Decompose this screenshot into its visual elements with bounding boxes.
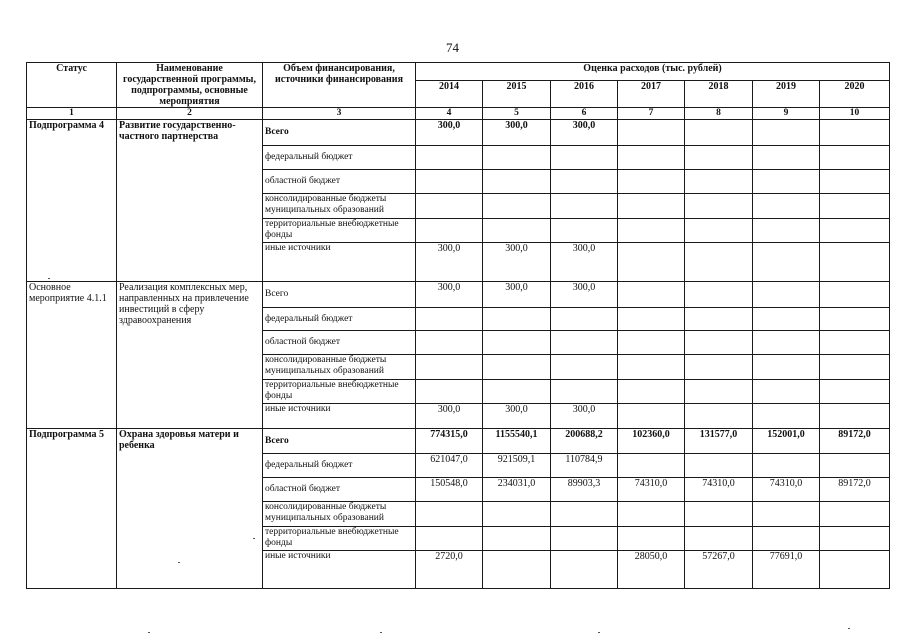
header-year: 2014 <box>416 81 483 108</box>
value-cell <box>551 502 618 527</box>
value-cell <box>820 380 890 404</box>
value-cell <box>618 454 685 478</box>
value-cell <box>618 170 685 194</box>
scan-speck <box>48 278 50 279</box>
value-cell <box>820 308 890 331</box>
value-cell <box>753 146 820 170</box>
value-cell <box>685 219 753 243</box>
funding-source-cell: консолидированные бюджеты муниципальных образований <box>263 502 416 527</box>
value-cell <box>483 308 551 331</box>
value-cell <box>753 194 820 219</box>
value-cell: 300,0 <box>551 282 618 308</box>
value-cell: 28050,0 <box>618 551 685 589</box>
value-cell: 300,0 <box>483 404 551 429</box>
column-number: 8 <box>685 108 753 120</box>
value-cell <box>416 308 483 331</box>
value-cell: 300,0 <box>483 120 551 146</box>
value-cell <box>551 355 618 380</box>
value-cell: 621047,0 <box>416 454 483 478</box>
value-cell <box>820 551 890 589</box>
value-cell: 300,0 <box>483 243 551 282</box>
value-cell <box>820 170 890 194</box>
funding-source-cell: иные источники <box>263 551 416 589</box>
value-cell <box>685 120 753 146</box>
header-estimate: Оценка расходов (тыс. рублей) <box>416 63 890 81</box>
value-cell <box>416 170 483 194</box>
value-cell: 300,0 <box>416 120 483 146</box>
header-year: 2015 <box>483 81 551 108</box>
value-cell <box>483 331 551 355</box>
value-cell: 77691,0 <box>753 551 820 589</box>
scan-speck <box>598 632 600 633</box>
value-cell: 300,0 <box>416 404 483 429</box>
value-cell <box>685 194 753 219</box>
header-volume: Объем финансирования, источники финансирования <box>263 63 416 108</box>
value-cell <box>753 502 820 527</box>
column-number: 4 <box>416 108 483 120</box>
value-cell: 102360,0 <box>618 429 685 454</box>
value-cell <box>551 551 618 589</box>
value-cell <box>551 194 618 219</box>
value-cell <box>685 308 753 331</box>
page-number: 74 <box>446 40 459 55</box>
value-cell: 774315,0 <box>416 429 483 454</box>
funding-source-cell: федеральный бюджет <box>263 146 416 170</box>
value-cell <box>685 146 753 170</box>
value-cell <box>753 355 820 380</box>
value-cell <box>685 454 753 478</box>
value-cell <box>483 527 551 551</box>
value-cell <box>820 355 890 380</box>
funding-source-cell: областной бюджет <box>263 478 416 502</box>
value-cell <box>483 380 551 404</box>
value-cell: 234031,0 <box>483 478 551 502</box>
value-cell <box>618 243 685 282</box>
value-cell <box>753 308 820 331</box>
value-cell: 300,0 <box>483 282 551 308</box>
funding-source-cell: Всего <box>263 120 416 146</box>
value-cell <box>820 146 890 170</box>
funding-source-cell: Всего <box>263 282 416 308</box>
value-cell <box>685 282 753 308</box>
value-cell: 89172,0 <box>820 478 890 502</box>
value-cell <box>820 219 890 243</box>
value-cell <box>618 404 685 429</box>
header-status: Статус <box>27 63 117 108</box>
value-cell <box>618 219 685 243</box>
scan-speck <box>380 632 382 633</box>
value-cell <box>416 502 483 527</box>
value-cell <box>483 551 551 589</box>
value-cell: 300,0 <box>551 120 618 146</box>
value-cell <box>483 170 551 194</box>
value-cell: 131577,0 <box>685 429 753 454</box>
value-cell <box>685 380 753 404</box>
scan-speck <box>848 628 850 629</box>
value-cell <box>685 502 753 527</box>
value-cell <box>551 219 618 243</box>
header-year: 2020 <box>820 81 890 108</box>
value-cell <box>416 380 483 404</box>
value-cell <box>551 308 618 331</box>
financing-table <box>26 62 890 589</box>
value-cell: 2720,0 <box>416 551 483 589</box>
value-cell <box>416 331 483 355</box>
funding-source-cell: федеральный бюджет <box>263 454 416 478</box>
value-cell <box>618 308 685 331</box>
column-number: 6 <box>551 108 618 120</box>
value-cell <box>820 404 890 429</box>
value-cell: 57267,0 <box>685 551 753 589</box>
value-cell <box>753 243 820 282</box>
value-cell <box>618 355 685 380</box>
value-cell <box>685 355 753 380</box>
program-name-cell: Развитие государственно-частного партнерства <box>117 120 263 282</box>
column-number: 2 <box>117 108 263 120</box>
value-cell <box>551 527 618 551</box>
column-number: 10 <box>820 108 890 120</box>
value-cell: 300,0 <box>551 404 618 429</box>
value-cell <box>820 243 890 282</box>
value-cell <box>685 170 753 194</box>
table-row <box>27 120 890 146</box>
column-number: 3 <box>263 108 416 120</box>
value-cell <box>483 219 551 243</box>
value-cell: 74310,0 <box>685 478 753 502</box>
scan-speck <box>253 538 255 539</box>
value-cell <box>753 219 820 243</box>
program-name-cell: Охрана здоровья матери и ребенка <box>117 429 263 589</box>
value-cell <box>820 527 890 551</box>
funding-source-cell: территориальные внебюджетные фонды <box>263 527 416 551</box>
value-cell: 110784,9 <box>551 454 618 478</box>
value-cell <box>483 502 551 527</box>
header-year: 2017 <box>618 81 685 108</box>
header-name: Наименование государственной программы, подпрограммы, основные мероприятия <box>117 63 263 108</box>
value-cell <box>618 120 685 146</box>
funding-source-cell: Всего <box>263 429 416 454</box>
value-cell <box>820 194 890 219</box>
value-cell: 300,0 <box>416 282 483 308</box>
status-cell: Основное мероприятие 4.1.1 <box>27 282 117 429</box>
funding-source-cell: федеральный бюджет <box>263 308 416 331</box>
funding-source-cell: территориальные внебюджетные фонды <box>263 219 416 243</box>
value-cell <box>753 454 820 478</box>
status-cell: Подпрограмма 4 <box>27 120 117 282</box>
value-cell: 74310,0 <box>753 478 820 502</box>
value-cell <box>618 331 685 355</box>
value-cell <box>618 282 685 308</box>
value-cell <box>685 331 753 355</box>
value-cell <box>618 527 685 551</box>
value-cell <box>416 219 483 243</box>
value-cell <box>820 331 890 355</box>
value-cell <box>416 146 483 170</box>
column-number-row <box>27 108 890 120</box>
column-number: 9 <box>753 108 820 120</box>
value-cell: 300,0 <box>551 243 618 282</box>
value-cell <box>551 146 618 170</box>
value-cell <box>416 355 483 380</box>
funding-source-cell: иные источники <box>263 404 416 429</box>
scan-speck <box>148 632 150 633</box>
value-cell <box>618 380 685 404</box>
value-cell <box>551 170 618 194</box>
value-cell: 1155540,1 <box>483 429 551 454</box>
table-row <box>27 429 890 454</box>
value-cell: 74310,0 <box>618 478 685 502</box>
value-cell <box>483 194 551 219</box>
value-cell <box>753 527 820 551</box>
program-name-cell: Реализация комплексных мер, направленных на привлечение инвестиций в сферу здравоохранения <box>117 282 263 429</box>
column-number: 7 <box>618 108 685 120</box>
value-cell <box>753 120 820 146</box>
value-cell: 89172,0 <box>820 429 890 454</box>
value-cell <box>416 194 483 219</box>
value-cell: 300,0 <box>416 243 483 282</box>
value-cell <box>551 380 618 404</box>
funding-source-cell: областной бюджет <box>263 331 416 355</box>
table-body <box>27 120 890 589</box>
header-year: 2018 <box>685 81 753 108</box>
value-cell <box>618 502 685 527</box>
value-cell <box>685 527 753 551</box>
value-cell <box>753 380 820 404</box>
funding-source-cell: консолидированные бюджеты муниципальных образований <box>263 355 416 380</box>
funding-source-cell: иные источники <box>263 243 416 282</box>
value-cell <box>820 454 890 478</box>
value-cell <box>483 146 551 170</box>
value-cell <box>753 170 820 194</box>
header-year: 2019 <box>753 81 820 108</box>
column-number: 1 <box>27 108 117 120</box>
scan-speck <box>178 562 180 563</box>
value-cell <box>551 331 618 355</box>
value-cell <box>416 527 483 551</box>
funding-source-cell: консолидированные бюджеты муниципальных образований <box>263 194 416 219</box>
column-number: 5 <box>483 108 551 120</box>
value-cell <box>753 282 820 308</box>
value-cell <box>753 331 820 355</box>
table-row <box>27 282 890 308</box>
value-cell: 152001,0 <box>753 429 820 454</box>
value-cell <box>820 120 890 146</box>
status-cell: Подпрограмма 5 <box>27 429 117 589</box>
funding-source-cell: территориальные внебюджетные фонды <box>263 380 416 404</box>
value-cell <box>820 502 890 527</box>
header-year: 2016 <box>551 81 618 108</box>
value-cell <box>685 243 753 282</box>
value-cell <box>685 404 753 429</box>
value-cell <box>618 146 685 170</box>
value-cell: 200688,2 <box>551 429 618 454</box>
value-cell <box>483 355 551 380</box>
value-cell <box>820 282 890 308</box>
value-cell: 921509,1 <box>483 454 551 478</box>
funding-source-cell: областной бюджет <box>263 170 416 194</box>
value-cell: 89903,3 <box>551 478 618 502</box>
value-cell <box>618 194 685 219</box>
value-cell <box>753 404 820 429</box>
value-cell: 150548,0 <box>416 478 483 502</box>
